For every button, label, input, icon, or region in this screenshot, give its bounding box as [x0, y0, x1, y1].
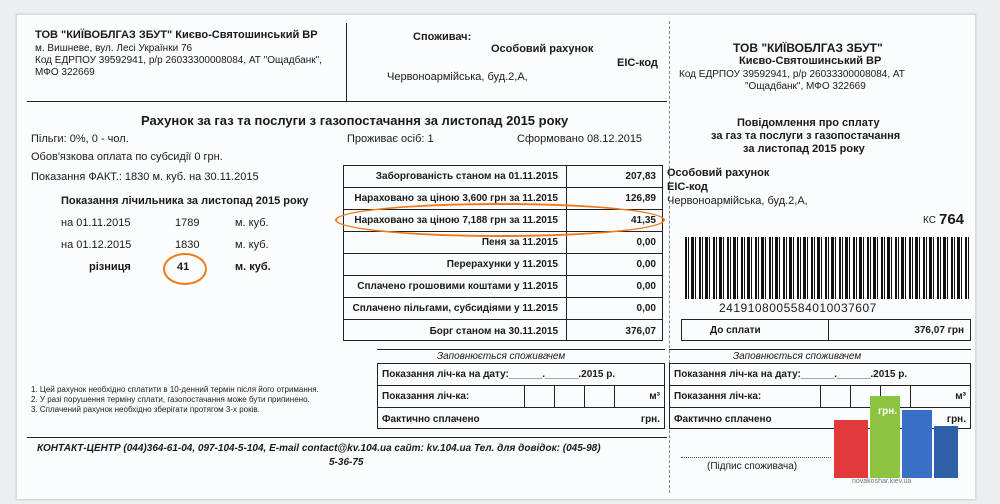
benefits: Пільги: 0%, 0 - чол.: [31, 133, 129, 145]
charge-label-6: Сплачено пільгами, субсидіями у 11.2015: [352, 303, 558, 314]
charge-label-2: Нараховано за ціною 7,188 грн за 11.2015: [354, 215, 558, 226]
form-right-unit: м³: [955, 391, 966, 402]
right-company: ТОВ "КИЇВОБЛГАЗ ЗБУТ": [733, 41, 883, 55]
meter-diff-label: різниця: [89, 261, 131, 273]
formed-date: Сформовано 08.12.2015: [517, 133, 643, 145]
kc-value: 764: [939, 211, 965, 228]
meter-value-1: 1789: [175, 217, 200, 229]
form-left-unit: м³: [649, 391, 660, 402]
right-account: Особовий рахунок: [667, 167, 770, 179]
meter-unit-1: м. куб.: [235, 217, 269, 229]
charge-label-7: Борг станом на 30.11.2015: [429, 325, 558, 337]
watermark-url: novakoshar.kiev.ua: [852, 478, 912, 485]
watermark-logo: [834, 386, 960, 486]
due-box: [681, 319, 971, 341]
note-1: 1. Цей рахунок необхідно сплатити в 10-денний термін після його отримання.: [31, 385, 319, 394]
mandatory-payment: Обов'язкова оплата по субсидії 0 грн.: [31, 151, 223, 163]
kc-label: КС: [923, 215, 936, 226]
company-address: м. Вишневе, вул. Лесі Українки 76: [35, 43, 193, 54]
form-left-reading-date[interactable]: Показання ліч-ка на дату:______.______.2015 р.: [382, 369, 616, 380]
form-right-currency: грн.: [946, 413, 966, 425]
consumer-label: Споживач:: [413, 31, 472, 43]
header-divider: [27, 101, 667, 102]
meter-date-2: на 01.12.2015: [61, 239, 132, 251]
right-eic: ЕІС-код: [667, 181, 708, 193]
consumer-address: Червоноармійська, буд.2,А,: [387, 71, 528, 83]
charge-label-1: Нараховано за ціною 3,600 грн за 11.2015: [354, 193, 558, 204]
actual-reading: Показання ФАКТ.: 1830 м. куб. на 30.11.2015: [31, 171, 259, 183]
charge-value-7: 376,07: [625, 325, 656, 337]
right-address: Червоноармійська, буд.2,А,: [667, 195, 808, 207]
notice-line-2: за газ та послуги з газопостачання: [711, 130, 901, 142]
due-label: До сплати: [710, 324, 761, 336]
form-left: [377, 363, 665, 429]
charge-value-1: 126,89: [625, 193, 656, 204]
charge-label-3: Пеня за 11.2015: [481, 237, 558, 248]
bill-sheet: [16, 14, 976, 500]
company-name: ТОВ "КИЇВОБЛГАЗ ЗБУТ" Києво-Святошинський ВР: [35, 29, 318, 41]
charge-highlight-oval: [335, 203, 665, 237]
charge-label-5: Сплачено грошовими коштами у 11.2015: [357, 281, 558, 292]
contact-line-2: 5-36-75: [329, 457, 364, 468]
signature-label: (Підпис споживача): [707, 461, 798, 472]
due-value: 376,07 грн: [914, 324, 964, 336]
form-left-heading: Заповнюється споживачем: [437, 351, 566, 362]
form-left-reading[interactable]: Показання ліч-ка:: [382, 391, 470, 402]
meter-unit-2: м. куб.: [235, 239, 269, 251]
charge-value-2: 41,35: [630, 215, 656, 226]
form-left-paid[interactable]: Фактично сплачено: [382, 413, 480, 425]
form-right-paid[interactable]: Фактично сплачено: [674, 413, 772, 425]
bill-title: Рахунок за газ та послуги з газопостачання за листопад 2015 року: [141, 113, 569, 128]
charge-value-0: 207,83: [625, 171, 656, 182]
right-bank-2: "Ощадбанк", МФО 322669: [745, 81, 866, 92]
charge-value-5: 0,00: [636, 281, 656, 292]
barcode-image: [685, 237, 969, 299]
form-right-heading: Заповнюється споживачем: [733, 351, 862, 362]
diff-highlight-circle: [163, 253, 207, 285]
residents: Проживає осіб: 1: [347, 133, 434, 145]
meter-value-2: 1830: [175, 239, 200, 251]
notice-line-1: Повідомлення про сплату: [737, 117, 880, 129]
meter-diff-unit: м. куб.: [235, 261, 271, 273]
note-2: 2. У разі порушення терміну сплати, газопостачання може бути припинено.: [31, 395, 310, 404]
right-bank-1: Код ЕДРПОУ 39592941, р/р 26033300008084, АТ: [679, 69, 905, 80]
charge-value-6: 0,00: [636, 303, 656, 314]
right-branch: Києво-Святошинський ВР: [739, 55, 882, 67]
consumer-account: Особовий рахунок: [491, 43, 594, 55]
charges-table: [343, 165, 663, 341]
meter-diff-value: 41: [177, 261, 190, 273]
notice-line-3: за листопад 2015 року: [743, 143, 865, 155]
watermark-unit: грн.: [878, 406, 898, 417]
form-left-currency: грн.: [640, 413, 660, 425]
company-bank: Код ЕДРПОУ 39592941, р/р 26033300008084, АТ "Ощадбанк",: [35, 55, 322, 66]
company-mfo: МФО 322669: [35, 67, 95, 78]
charge-value-4: 0,00: [636, 259, 656, 270]
signature-line: [681, 457, 831, 458]
meter-date-1: на 01.11.2015: [61, 217, 131, 229]
barcode-number: 241910800558401003760​7: [719, 301, 877, 315]
consumer-eic: ЕІС-код: [617, 57, 658, 69]
charge-label-4: Перерахунки у 11.2015: [446, 259, 558, 270]
note-3: 3. Сплачений рахунок необхідно зберігати протягом 3-х років.: [31, 405, 260, 414]
form-right-reading[interactable]: Показання ліч-ка:: [674, 391, 762, 402]
contact-line-1: КОНТАКТ-ЦЕНТР (044)364-61-04, 097-104-5-104, E-mail contact@kv.104.ua сайт: kv.104.ua Тел. для довідок: (045-98): [37, 443, 601, 454]
form-right-reading-date[interactable]: Показання ліч-ка на дату:______.______.2015 р.: [674, 369, 908, 380]
notes: [31, 385, 319, 415]
charge-label-0: Заборгованість станом на 01.11.2015: [375, 171, 558, 182]
charge-value-3: 0,00: [636, 237, 656, 248]
meter-title: Показання лічильника за листопад 2015 року: [61, 195, 309, 207]
